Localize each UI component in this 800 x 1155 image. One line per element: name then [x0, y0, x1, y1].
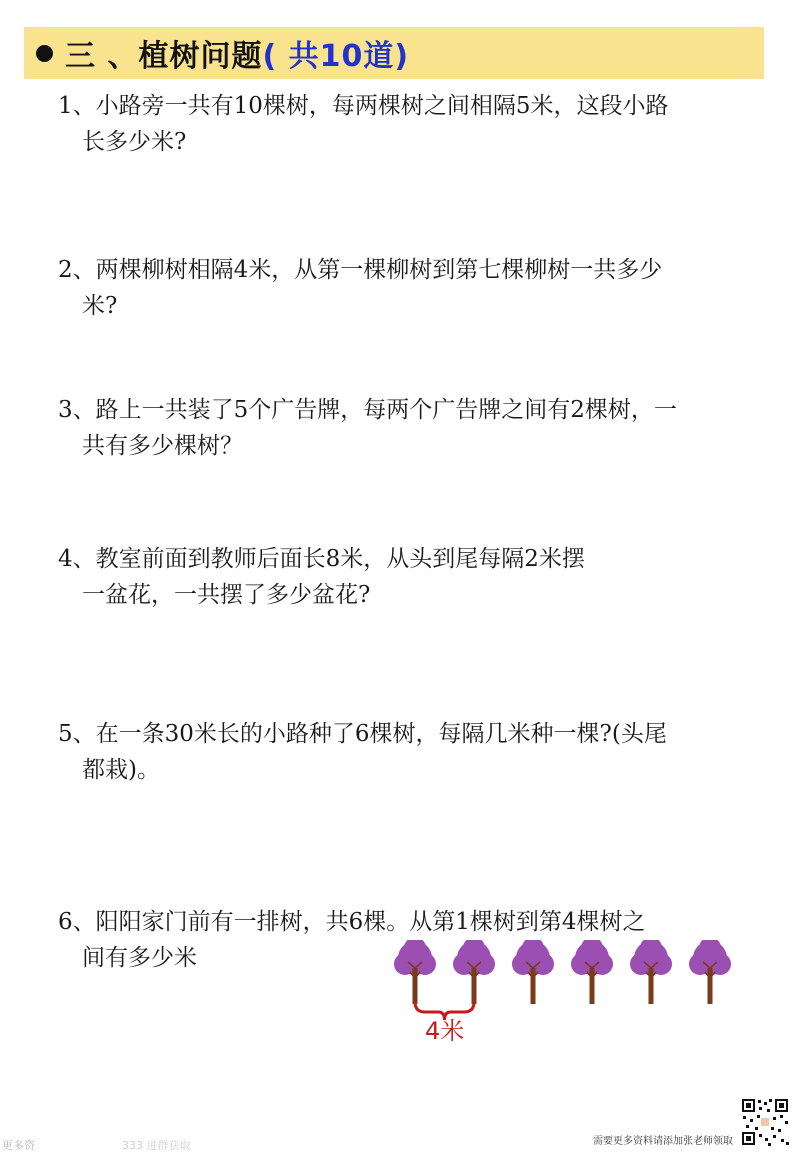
section-title-bar	[24, 27, 764, 79]
tree-icon	[453, 940, 495, 1004]
qr-code-image	[740, 1097, 790, 1147]
question-2-line-2: 米?	[82, 293, 118, 319]
question-4-line-2: 一盆花，一共摆了多少盆花?	[82, 582, 371, 608]
footer-contact-text: 需要更多资料请添加张老师领取	[593, 1136, 733, 1147]
question-2-line-1: 2、两棵柳树相隔4米，从第一棵柳树到第七棵柳树一共多少	[58, 257, 663, 283]
question-1	[58, 88, 758, 160]
tree-icon	[512, 940, 554, 1004]
question-3	[58, 392, 758, 464]
distance-label: 4米	[425, 1017, 465, 1045]
footer-left-text: 更多资	[2, 1139, 35, 1152]
tree-icon	[689, 940, 731, 1004]
question-1-line-2: 长多少米?	[82, 129, 187, 155]
question-2	[58, 252, 758, 324]
question-4-line-1: 4、教室前面到教师后面长8米，从头到尾每隔2米摆	[58, 546, 585, 572]
tree-icon	[571, 940, 613, 1004]
question-3-line-2: 共有多少棵树？	[82, 433, 243, 459]
question-1-line-1: 1、小路旁一共有10棵树，每两棵树之间相隔5米，这段小路	[58, 93, 669, 119]
footer-watermark-text: 333 进群获取	[122, 1139, 191, 1152]
question-4	[58, 541, 758, 613]
tree-icon	[394, 940, 436, 1004]
question-6-line-1: 6、阳阳家门前有一排树，共6棵。从第1棵树到第4棵树之	[58, 909, 646, 935]
section-title: 三 、植树问题	[65, 39, 263, 74]
tree-icon	[630, 940, 672, 1004]
question-5-line-1: 5、在一条30米长的小路种了6棵树，每隔几米种一棵?(头尾	[58, 721, 667, 747]
question-5	[58, 716, 758, 788]
bullet-icon	[36, 45, 53, 62]
question-3-line-1: 3、路上一共装了5个广告牌，每两个广告牌之间有2棵树，一	[58, 397, 677, 423]
question-5-line-2: 都栽)。	[82, 757, 160, 783]
section-question-count: ( 共10道)	[262, 39, 410, 74]
question-6-line-2: 间有多少米	[82, 945, 197, 971]
